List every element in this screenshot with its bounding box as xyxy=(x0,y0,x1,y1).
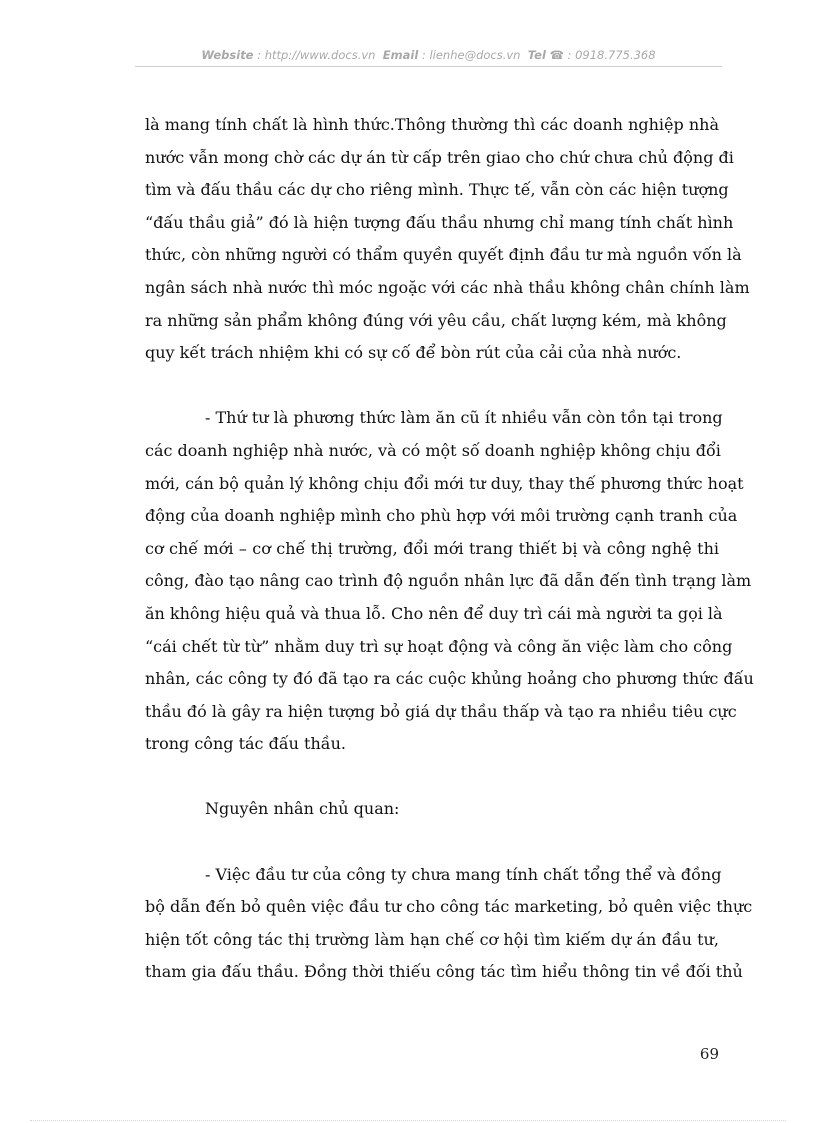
section-heading: Nguyên nhân chủ quan: xyxy=(205,799,400,819)
paragraph-line: ăn không hiệu quả và thua lỗ. Cho nên để duy trì cái mà người ta gọi là xyxy=(145,603,723,623)
paragraph-line: thầu đó là gây ra hiện tượng bỏ giá dự thầu thấp và tạo ra nhiều tiêu cực xyxy=(145,701,737,721)
page-number: 69 xyxy=(699,1045,719,1063)
paragraph-3 xyxy=(145,859,753,989)
paragraph-line: ngân sách nhà nước thì móc ngoặc với các nhà thầu không chân chính làm xyxy=(145,277,750,297)
paragraph-line: “đấu thầu giả” đó là hiện tượng đấu thầu nhưng chỉ mang tính chất hình xyxy=(145,212,734,232)
paragraph-line: cơ chế mới – cơ chế thị trường, đổi mới trang thiết bị và công nghệ thi xyxy=(145,538,719,558)
tel-number: 0918.775.368 xyxy=(575,48,656,62)
phone-icon: ☎ xyxy=(549,48,564,62)
paragraph-line: tham gia đấu thầu. Đồng thời thiếu công tác tìm hiểu thông tin về đối thủ xyxy=(145,962,743,982)
paragraph-line: tìm và đấu thầu các dự cho riêng mình. Thực tế, vẫn còn các hiện tượng xyxy=(145,180,729,200)
paragraph-line: thức, còn những người có thẩm quyền quyết định đầu tư mà nguồn vốn là xyxy=(145,245,742,265)
paragraph-spacer xyxy=(145,761,719,794)
paragraph-line: các doanh nghiệp nhà nước, và có một số doanh nghiệp không chịu đổi xyxy=(145,440,721,460)
header-divider xyxy=(135,66,722,67)
paragraph-line: quy kết trách nhiệm khi có sự cố để bòn rút của cải của nhà nước. xyxy=(145,343,682,363)
paragraph-line: ra những sản phẩm không đúng với yêu cầu, chất lượng kém, mà không xyxy=(145,310,727,330)
email-label: Email xyxy=(382,48,419,62)
tel-label: Tel xyxy=(527,48,546,62)
website-label: Website xyxy=(201,48,254,62)
paragraph-line: nước vẫn mong chờ các dự án từ cấp trên giao cho chứ chưa chủ động đi xyxy=(145,147,734,167)
paragraph-line: động của doanh nghiệp mình cho phù hợp với môi trường cạnh tranh của xyxy=(145,506,738,526)
paragraph-spacer xyxy=(145,826,719,859)
document-body xyxy=(145,109,754,989)
tel-separator: : xyxy=(563,48,576,62)
website-url[interactable]: http://www.docs.vn xyxy=(264,48,376,62)
website-separator: : xyxy=(253,48,265,62)
paragraph-line: trong công tác đấu thầu. xyxy=(145,734,346,754)
paragraph-line: “cái chết từ từ” nhằm duy trì sự hoạt động và công ăn việc làm cho công xyxy=(145,636,733,656)
page-bottom-divider xyxy=(30,1120,786,1121)
email-address[interactable]: lienhe@docs.vn xyxy=(429,48,521,62)
paragraph-spacer xyxy=(145,370,719,403)
email-separator: : xyxy=(418,48,430,62)
paragraph-line: mới, cán bộ quản lý không chịu đổi mới tư duy, thay thế phương thức hoạt xyxy=(145,473,744,493)
paragraph-1 xyxy=(145,109,750,370)
paragraph-line: hiện tốt công tác thị trường làm hạn chế cơ hội tìm kiếm dự án đầu tư, xyxy=(145,929,719,949)
paragraph-2 xyxy=(145,402,754,761)
paragraph-line: là mang tính chất là hình thức.Thông thường thì các doanh nghiệp nhà xyxy=(145,115,719,134)
paragraph-line: - Việc đầu tư của công ty chưa mang tính chất tổng thể và đồng xyxy=(205,864,722,884)
paragraph-line: - Thứ tư là phương thức làm ăn cũ ít nhiều vẫn còn tồn tại trong xyxy=(205,408,723,428)
paragraph-line: bộ dẫn đến bỏ quên việc đầu tư cho công tác marketing, bỏ quên việc thực xyxy=(145,897,753,917)
page-header xyxy=(135,48,722,62)
paragraph-line: công, đào tạo nâng cao trình độ nguồn nhân lực đã dẫn đến tình trạng làm xyxy=(145,571,752,591)
paragraph-line: nhân, các công ty đó đã tạo ra các cuộc khủng hoảng cho phương thức đấu xyxy=(145,669,754,689)
